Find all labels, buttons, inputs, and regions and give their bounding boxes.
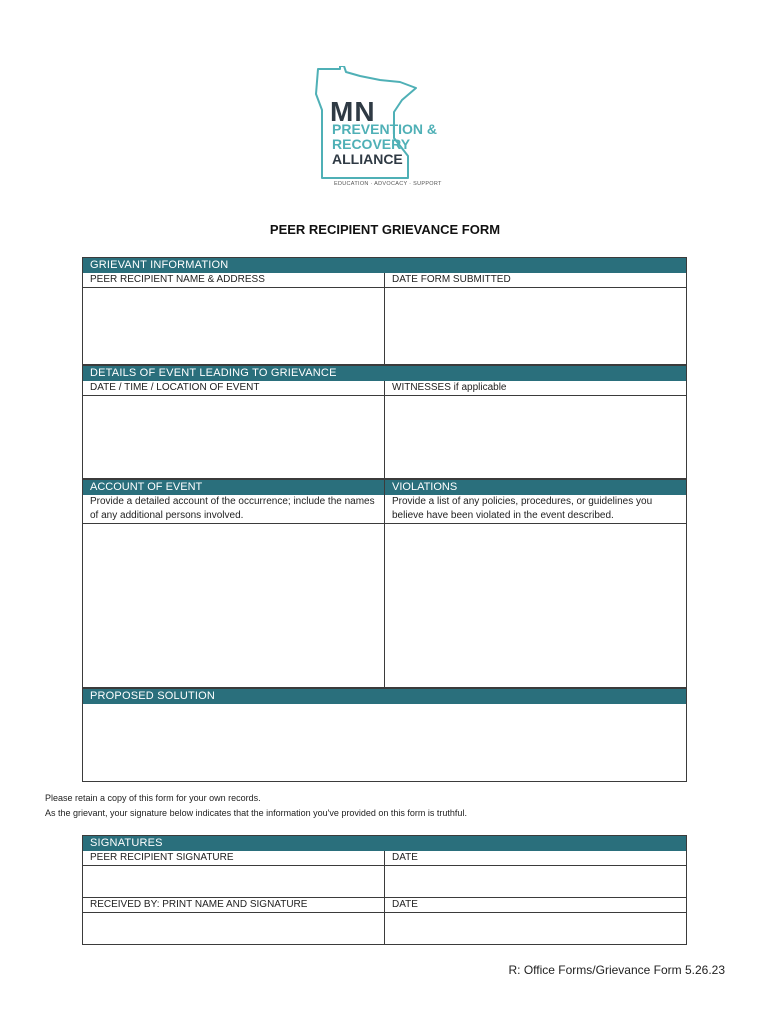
logo-line-prevention: PREVENTION &	[332, 121, 438, 137]
truthful-note: As the grievant, your signature below indicates that the information you've provided on this form is truthful.	[45, 808, 467, 818]
form-title: PEER RECIPIENT GRIEVANCE FORM	[269, 222, 501, 237]
account-desc-row	[83, 495, 686, 523]
violations-description: Provide a list of any policies, procedures, or guidelines you believe have been violated in the event described.	[384, 495, 686, 523]
logo-line-alliance: ALLIANCE	[332, 151, 403, 167]
date-field-2[interactable]	[384, 913, 686, 944]
account-of-event-header: ACCOUNT OF EVENT	[90, 481, 203, 493]
date-time-location-field[interactable]	[83, 396, 384, 478]
details-section	[82, 365, 687, 479]
violations-field[interactable]	[384, 524, 686, 687]
grievant-input-row	[83, 287, 686, 364]
received-by-label: RECEIVED BY: PRINT NAME AND SIGNATURE	[90, 899, 308, 910]
date-submitted-field[interactable]	[384, 288, 686, 364]
grievant-section	[82, 257, 687, 365]
date-label-2: DATE	[384, 898, 686, 912]
peer-signature-field[interactable]	[83, 866, 384, 897]
proposed-solution-header: PROPOSED SOLUTION	[83, 689, 686, 704]
retain-copy-note: Please retain a copy of this form for your own records.	[45, 793, 261, 803]
organization-logo	[310, 66, 470, 190]
account-section	[82, 479, 687, 688]
signature-labels-row-2	[83, 897, 686, 912]
logo-mn-text: MN	[330, 96, 376, 127]
date-field-1[interactable]	[384, 866, 686, 897]
peer-name-address-label: PEER RECIPIENT NAME & ADDRESS	[90, 274, 265, 285]
witnesses-field[interactable]	[384, 396, 686, 478]
account-input-row	[83, 523, 686, 687]
details-header: DETAILS OF EVENT LEADING TO GRIEVANCE	[83, 366, 686, 381]
details-input-row	[83, 395, 686, 478]
date-time-location-label: DATE / TIME / LOCATION OF EVENT	[90, 382, 260, 393]
account-header-row	[83, 480, 686, 495]
logo-line-recovery: RECOVERY	[332, 136, 411, 152]
details-labels-row	[83, 381, 686, 395]
account-of-event-field[interactable]	[83, 524, 384, 687]
signatures-header: SIGNATURES	[83, 836, 686, 851]
signature-input-row-2	[83, 912, 686, 944]
grievant-labels-row	[83, 273, 686, 287]
received-by-field[interactable]	[83, 913, 384, 944]
account-description: Provide a detailed account of the occurrence; include the names of any additional persons involved.	[90, 496, 375, 521]
date-submitted-label: DATE FORM SUBMITTED	[384, 273, 686, 287]
peer-name-address-field[interactable]	[83, 288, 384, 364]
signature-labels-row-1	[83, 851, 686, 865]
proposed-section	[82, 688, 687, 782]
proposed-solution-field[interactable]	[83, 704, 686, 780]
peer-signature-label: PEER RECIPIENT SIGNATURE	[90, 852, 234, 863]
violations-header: VIOLATIONS	[384, 480, 686, 495]
footer-file-path: R: Office Forms/Grievance Form 5.26.23	[508, 963, 725, 977]
date-label-1: DATE	[384, 851, 686, 865]
grievant-header: GRIEVANT INFORMATION	[83, 258, 686, 273]
signatures-section	[82, 835, 687, 945]
signature-input-row-1	[83, 865, 686, 897]
logo-tagline: EDUCATION · ADVOCACY · SUPPORT	[334, 181, 442, 187]
witnesses-label: WITNESSES if applicable	[384, 381, 686, 395]
